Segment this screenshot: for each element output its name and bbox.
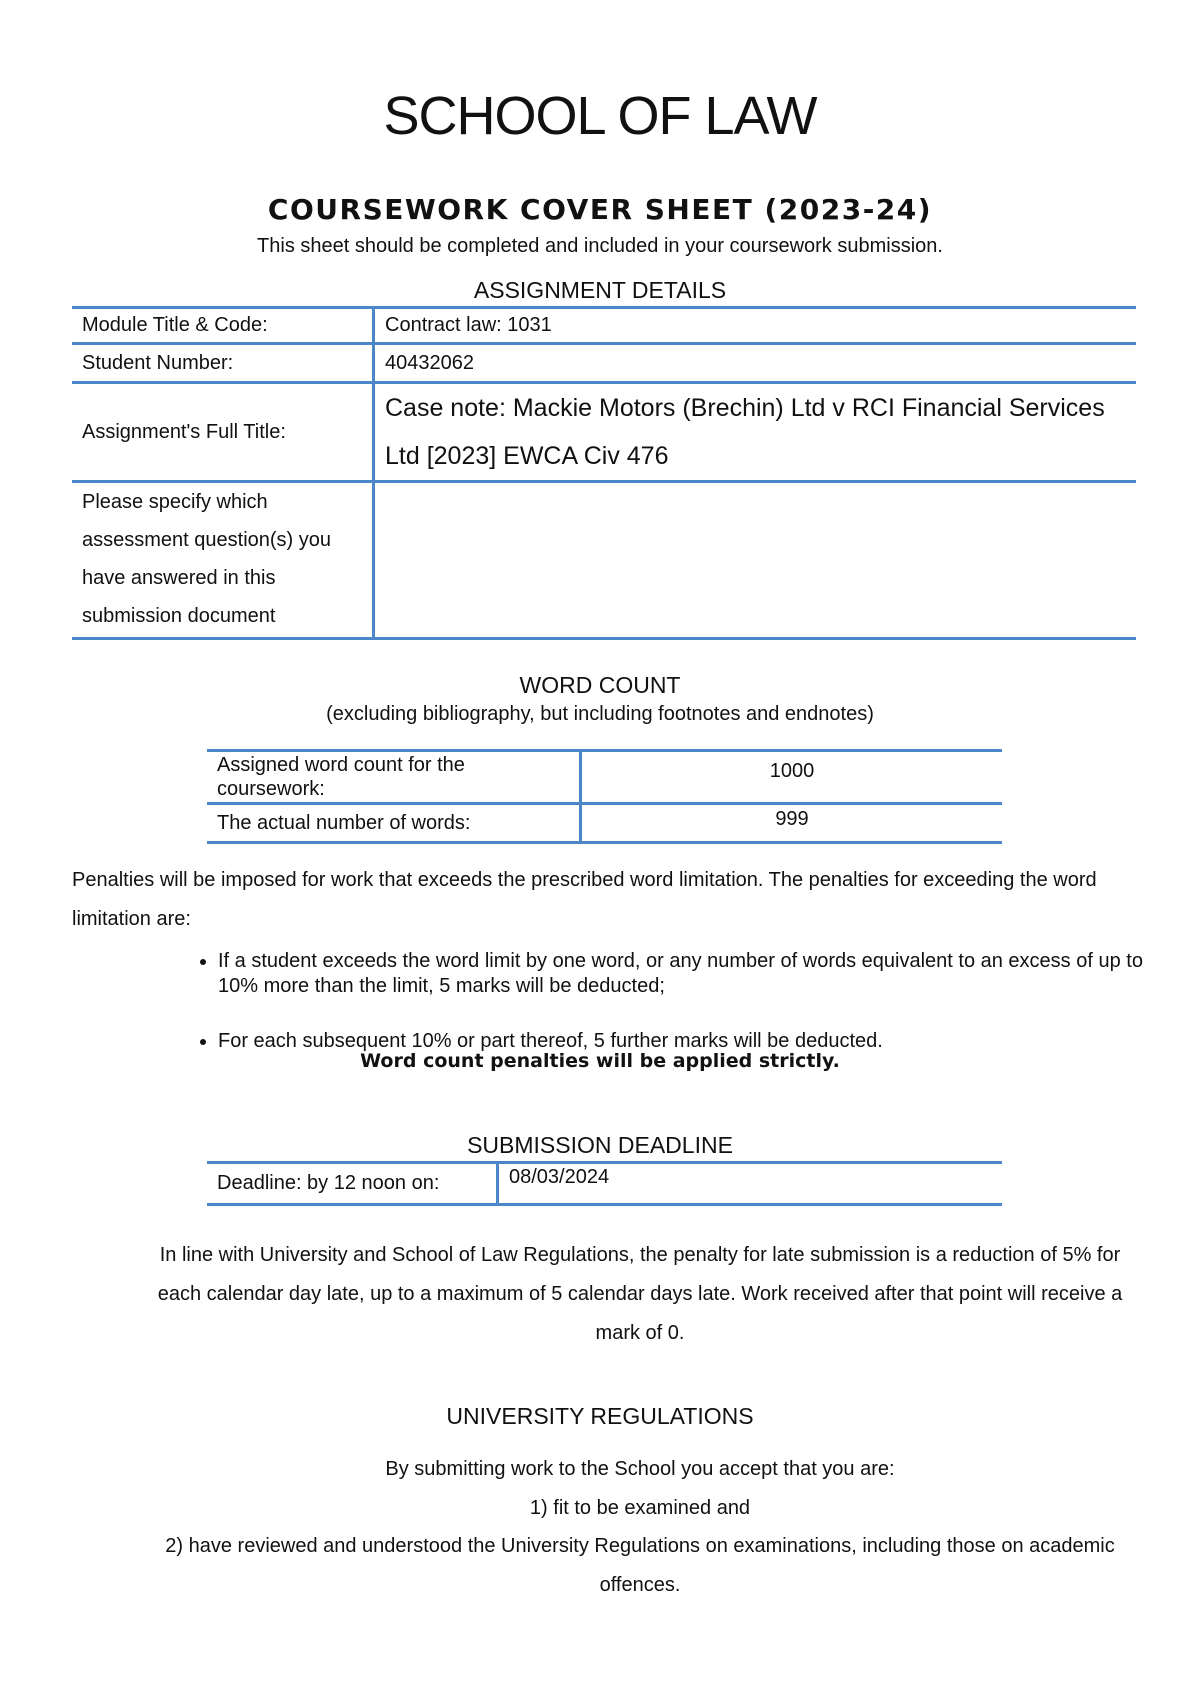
table-row (207, 804, 1002, 843)
list-item: • For each subsequent 10% or part thereof, 5 further marks will be deducted. (218, 1029, 1168, 1054)
word-count-heading: WORD COUNT (519, 672, 681, 698)
table-row (207, 1163, 1002, 1205)
list-item: • If a student exceeds the word limit by one word, or any number of words equivalent to an excess of up to 10% more than the limit, 5 marks will be deducted; (218, 949, 1168, 999)
actual-word-count-value: 999 (581, 804, 1003, 843)
regulations-line: 2) have reviewed and understood the University Regulations on examinations, including those on academic offences. (165, 1535, 1115, 1596)
school-heading: SCHOOL OF LAW (383, 86, 817, 146)
table-row (72, 344, 1136, 383)
submission-deadline-heading: SUBMISSION DEADLINE (467, 1132, 733, 1158)
student-number-value: 40432062 (374, 344, 1137, 383)
assignment-details-heading: ASSIGNMENT DETAILS (473, 277, 727, 303)
module-title-value: Contract law: 1031 (374, 308, 1137, 344)
table-row (72, 308, 1136, 344)
actual-word-count-label: The actual number of words: (207, 804, 581, 843)
word-count-note: (excluding bibliography, but including footnotes and endnotes) (326, 703, 874, 725)
document-subtitle: This sheet should be completed and included in your coursework submission. (257, 235, 943, 257)
deadline-value: 08/03/2024 (498, 1163, 1003, 1205)
late-submission-policy: In line with University and School of Law Regulations, the penalty for late submission is a reduction of 5% for each calendar day late, up to a maximum of 5 calendar days late. Work received after that point will receive a mark of 0. (157, 1244, 1123, 1344)
strict-notice: Word count penalties will be applied strictly. (360, 1050, 840, 1072)
penalties-intro: Penalties will be imposed for work that exceeds the prescribed word limitation. The penalties for exceeding the word limitation are: (72, 869, 1097, 930)
assigned-word-count-label: Assigned word count for the coursework: (207, 751, 581, 804)
assigned-word-count-value: 1000 (581, 751, 1003, 804)
regulations-line: By submitting work to the School you accept that you are: (385, 1458, 895, 1480)
table-row (72, 482, 1136, 639)
assignment-details-table (72, 306, 1136, 640)
document-title: COURSEWORK COVER SHEET (2023-24) (267, 193, 933, 226)
table-row (207, 751, 1002, 804)
question-specified-label: Please specify which assessment question(s) you have answered in this submission document (72, 482, 374, 639)
deadline-table (207, 1161, 1002, 1206)
student-number-label: Student Number: (72, 344, 374, 383)
question-specified-value[interactable] (374, 482, 1137, 639)
assignment-title-value: Case note: Mackie Motors (Brechin) Ltd v RCI Financial Services Ltd [2023] EWCA Civ 476 (374, 383, 1137, 482)
university-regulations-heading: UNIVERSITY REGULATIONS (446, 1403, 754, 1429)
module-title-label: Module Title & Code: (72, 308, 374, 344)
regulations-line: 1) fit to be examined and (529, 1497, 751, 1519)
assignment-title-label: Assignment's Full Title: (72, 383, 374, 482)
deadline-label: Deadline: by 12 noon on: (207, 1163, 498, 1205)
table-row (72, 383, 1136, 482)
word-count-table (207, 749, 1002, 844)
